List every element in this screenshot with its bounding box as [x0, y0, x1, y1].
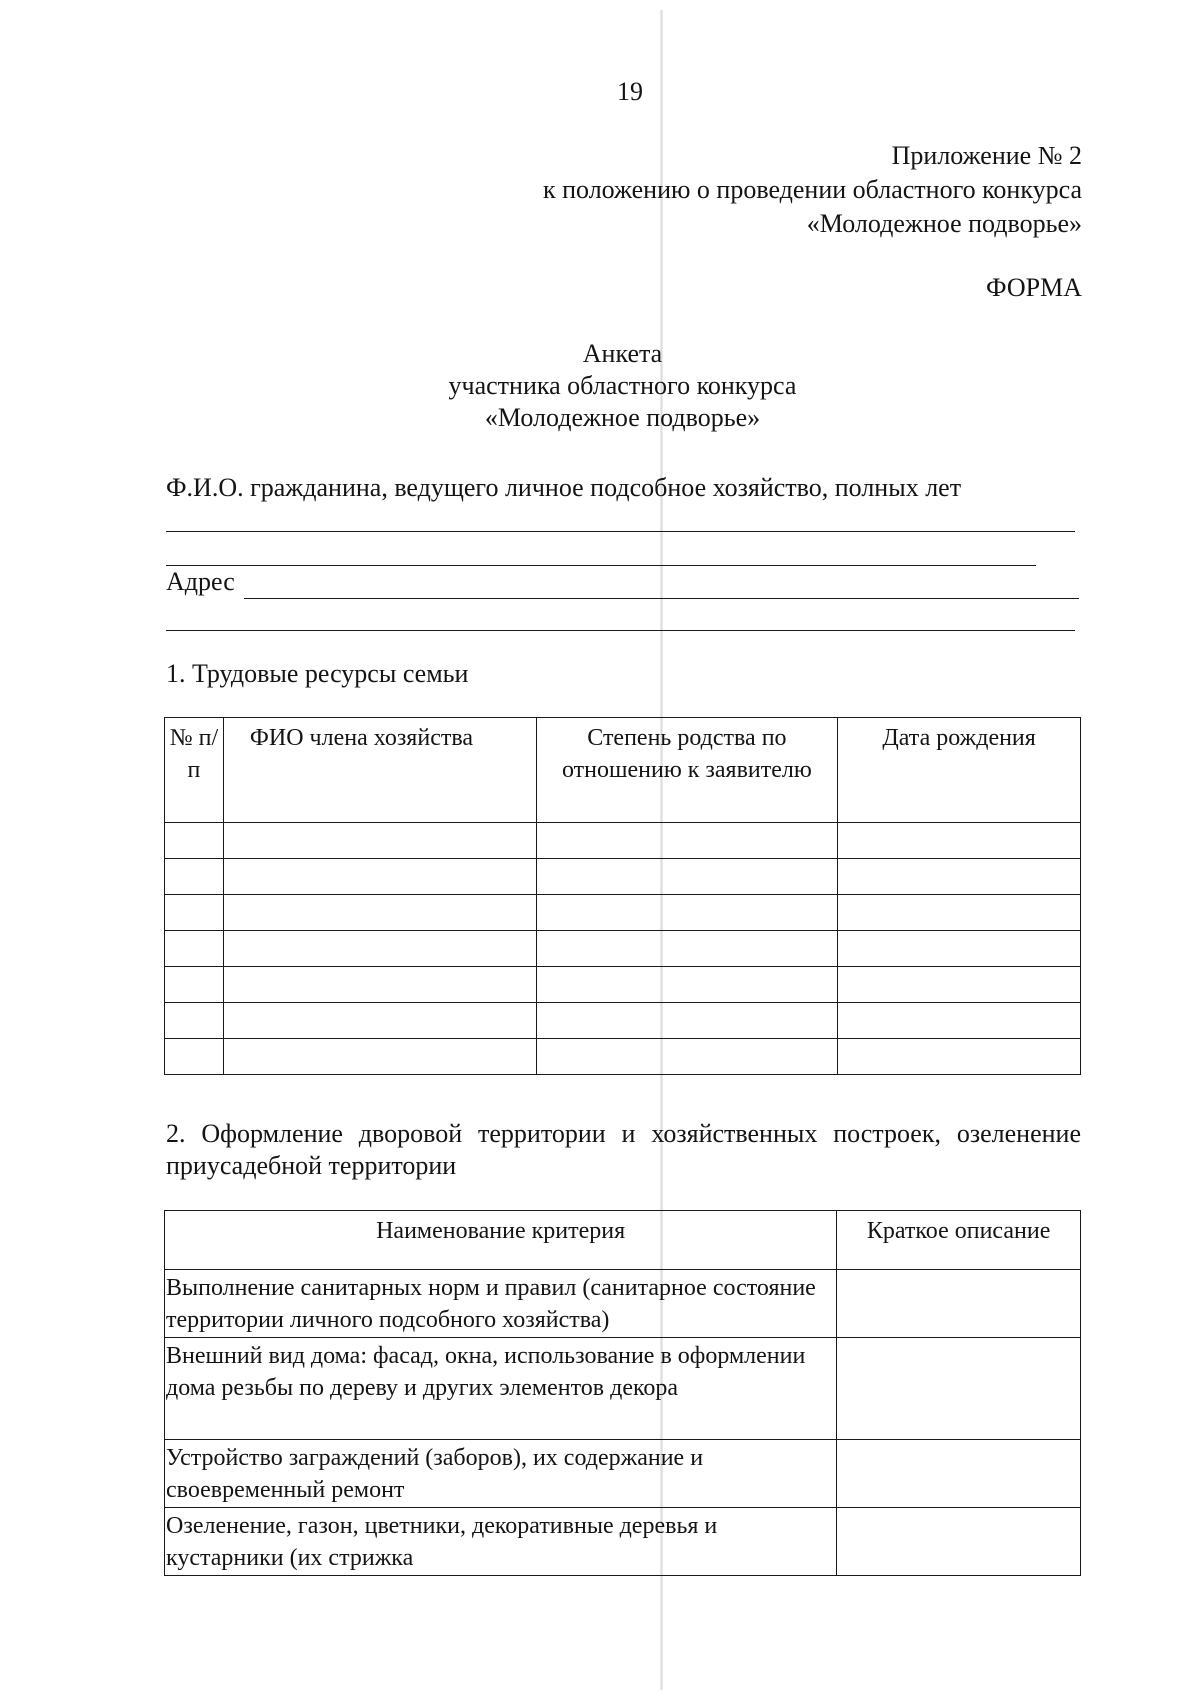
address-blank-line-2[interactable]	[166, 630, 1075, 631]
table-cell[interactable]	[536, 1039, 838, 1075]
table-cell[interactable]	[536, 859, 838, 895]
section2-heading: 2. Оформление дворовой территории и хозяйственных построек, озеленение приусадебной территории	[166, 1119, 1081, 1180]
table-cell[interactable]	[223, 1039, 536, 1075]
description-cell[interactable]	[837, 1508, 1081, 1576]
table-cell[interactable]	[536, 967, 838, 1003]
table-row	[165, 967, 1081, 1003]
table-cell[interactable]	[838, 967, 1081, 1003]
table-cell[interactable]	[838, 931, 1081, 967]
table-cell[interactable]	[838, 823, 1081, 859]
criterion-sanitary: Выполнение санитарных норм и правил (санитарное состояние территории личного подсобного хозяйства)	[165, 1270, 837, 1338]
table-row	[165, 1270, 1081, 1338]
document-contest-name: «Молодежное подворье»	[484, 403, 761, 432]
annex-contest-name: «Молодежное подворье»	[806, 209, 1082, 238]
table-cell[interactable]	[838, 1003, 1081, 1039]
table-row	[165, 1508, 1081, 1576]
criterion-house-appearance: Внешний вид дома: фасад, окна, использование в оформлении дома резьбы по дереву и других элементов декора	[165, 1338, 837, 1440]
table-cell[interactable]	[536, 895, 838, 931]
criterion-fences: Устройство заграждений (заборов), их содержание и своевременный ремонт	[165, 1440, 837, 1508]
table-cell[interactable]	[838, 1039, 1081, 1075]
criterion-landscaping: Озеленение, газон, цветники, декоративные деревья и кустарники (их стрижка	[165, 1508, 837, 1576]
table-cell[interactable]	[165, 823, 224, 859]
document-title: Анкета	[582, 339, 663, 368]
table-cell[interactable]	[165, 859, 224, 895]
document-subtitle: участника областного конкурса	[448, 371, 797, 400]
table-cell[interactable]	[223, 967, 536, 1003]
table-row	[165, 859, 1081, 895]
fio-blank-line-2[interactable]	[166, 565, 1036, 566]
table-cell[interactable]	[223, 823, 536, 859]
annex-reference: к положению о проведении областного конкурса	[542, 175, 1082, 204]
section1-heading: 1. Трудовые ресурсы семьи	[166, 659, 469, 688]
address-label: Адрес	[166, 567, 235, 596]
description-cell[interactable]	[837, 1338, 1081, 1440]
table-cell[interactable]	[223, 859, 536, 895]
territory-criteria-table	[164, 1210, 1081, 1576]
table-row	[165, 1338, 1081, 1440]
table-cell[interactable]	[165, 1003, 224, 1039]
family-labor-table	[164, 717, 1081, 1075]
table-cell[interactable]	[536, 931, 838, 967]
table-row	[165, 895, 1081, 931]
table-cell[interactable]	[223, 895, 536, 931]
table-row	[165, 823, 1081, 859]
description-cell[interactable]	[837, 1270, 1081, 1338]
column-header-member-name: ФИО члена хозяйства	[223, 718, 536, 823]
table-cell[interactable]	[165, 895, 224, 931]
table-header-row	[165, 718, 1081, 823]
table-cell[interactable]	[536, 1003, 838, 1039]
page-number: 19	[617, 77, 643, 106]
annex-number: Приложение № 2	[891, 141, 1082, 170]
table-cell[interactable]	[536, 823, 838, 859]
table-row	[165, 1003, 1081, 1039]
column-header-number: № п/п	[165, 718, 224, 823]
address-blank-line-1[interactable]	[244, 598, 1079, 599]
table-row	[165, 1440, 1081, 1508]
form-label: ФОРМА	[986, 273, 1082, 302]
column-header-criterion: Наименование критерия	[165, 1211, 837, 1270]
table-row	[165, 931, 1081, 967]
table-row	[165, 1039, 1081, 1075]
fio-label: Ф.И.О. гражданина, ведущего личное подсобное хозяйство, полных лет	[166, 473, 962, 502]
table-cell[interactable]	[223, 1003, 536, 1039]
table-cell[interactable]	[165, 931, 224, 967]
table-cell[interactable]	[838, 895, 1081, 931]
table-cell[interactable]	[838, 859, 1081, 895]
column-header-description: Краткое описание	[837, 1211, 1081, 1270]
column-header-relationship: Степень родства по отношению к заявителю	[536, 718, 838, 823]
fio-blank-line-1[interactable]	[166, 531, 1075, 532]
table-cell[interactable]	[165, 967, 224, 1003]
table-header-row	[165, 1211, 1081, 1270]
table-cell[interactable]	[165, 1039, 224, 1075]
table-cell[interactable]	[223, 931, 536, 967]
description-cell[interactable]	[837, 1440, 1081, 1508]
column-header-birth-date: Дата рождения	[838, 718, 1081, 823]
